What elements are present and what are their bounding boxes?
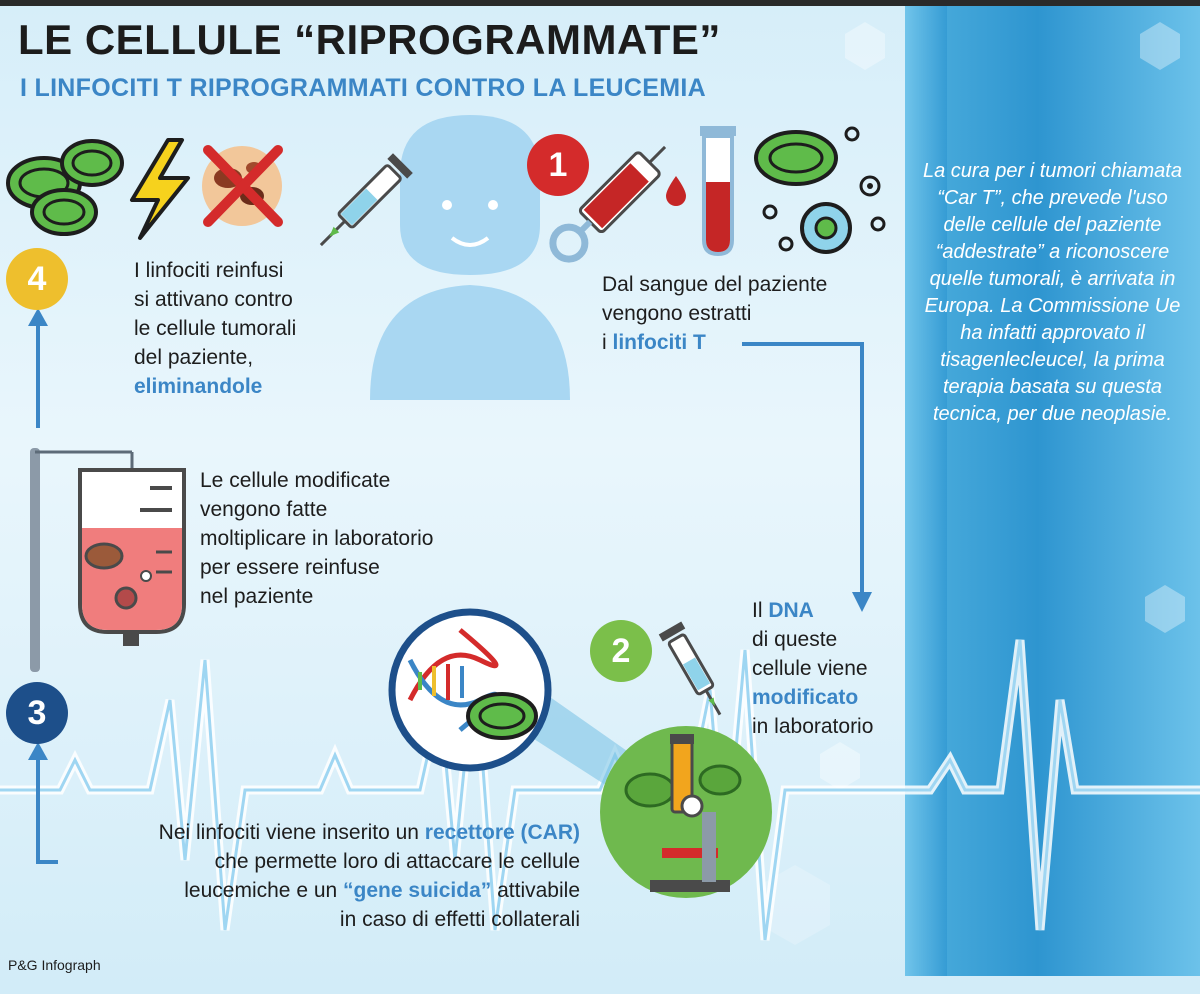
step-4-line-3: le cellule tumorali xyxy=(134,317,297,340)
page-subtitle: I LINFOCITI T RIPROGRAMMATI CONTRO LA LEUCEMIA xyxy=(20,74,706,102)
step-4-text xyxy=(134,256,296,401)
bag-step-line-2: vengono fatte xyxy=(200,498,328,521)
bag-step-line-1: Le cellule modificate xyxy=(200,469,391,492)
credit: P&G Infograph xyxy=(8,957,101,973)
step-1-line-3 xyxy=(602,328,827,357)
step-1-line-1: Dal sangue del paziente xyxy=(602,273,828,296)
step-3-line-1 xyxy=(60,818,580,847)
step-1-line-2: vengono estratti xyxy=(602,302,752,325)
step-3-highlight-receptor: recettore (CAR) xyxy=(424,821,580,844)
lightning-icon xyxy=(132,140,188,238)
step-4-line-4: del paziente, xyxy=(134,346,254,369)
page-title: LE CELLULE “RIPROGRAMMATE” xyxy=(18,16,721,63)
step-1-line-3-prefix: i xyxy=(602,331,607,354)
step-1-highlight: linfociti T xyxy=(612,331,706,354)
bag-step-text xyxy=(200,466,433,611)
step-2-text xyxy=(752,596,873,741)
step-4-badge: 4 xyxy=(6,248,68,310)
bag-step-line-5: nel paziente xyxy=(200,585,314,608)
step-1-badge: 1 xyxy=(527,134,589,196)
bag-step-line-4: per essere reinfuse xyxy=(200,556,380,579)
step-4-highlight: eliminandole xyxy=(134,375,263,398)
blood-drop-icon xyxy=(666,176,686,206)
step-3-line-3-prefix: leucemiche e un xyxy=(184,879,338,902)
crossed-tumor-cell-icon xyxy=(202,146,282,226)
arrow-step1-to-step2 xyxy=(742,344,862,592)
step-3-highlight-gene: “gene suicida” xyxy=(343,879,492,902)
test-tube-icon xyxy=(700,126,736,254)
step-1-text xyxy=(602,270,827,357)
lab-syringe-icon xyxy=(659,622,732,722)
step-2-line-2: di queste xyxy=(752,628,838,651)
step-3-text xyxy=(60,818,580,934)
step-3-line-3 xyxy=(60,876,580,905)
dna-icon xyxy=(392,612,548,768)
arrow-step3-to-caption xyxy=(38,760,58,862)
step-2-highlight-dna: DNA xyxy=(768,599,814,622)
step-2-highlight-modified: modificato xyxy=(752,686,859,709)
iv-bag-icon xyxy=(80,470,184,646)
step-3-line-3-suffix: attivabile xyxy=(497,879,580,902)
step-2-badge: 2 xyxy=(590,620,652,682)
bag-step-line-3: moltiplicare in laboratorio xyxy=(200,527,434,550)
step-2-line-1 xyxy=(752,596,873,625)
step-3-line-1-prefix: Nei linfociti viene inserito un xyxy=(158,821,419,844)
microscope-icon xyxy=(600,726,772,898)
step-3-line-2: che permette loro di attaccare le cellule xyxy=(214,850,580,873)
syringe-icon xyxy=(311,153,413,255)
step-2-line-1-prefix: Il xyxy=(752,599,763,622)
step-4-line-1: I linfociti reinfusi xyxy=(134,259,284,282)
side-note: La cura per i tumori chiamata “Car T”, che prevede l'uso delle cellule del paziente “addestrate” a riconoscere quelle tumorali, è arrivata in Europa. La Commissione Ue ha infatti approvato il tisagenlecleucel, la prima terapia basata su questa tecnica, per due neoplasie. xyxy=(922,160,1182,425)
t-cell-icon xyxy=(8,141,122,234)
step-3-line-4: in caso di effetti collaterali xyxy=(339,908,580,931)
step-2-line-5: in laboratorio xyxy=(752,715,874,738)
step-4-line-2: si attivano contro xyxy=(134,288,293,311)
step-3-badge: 3 xyxy=(6,682,68,744)
step-2-line-3: cellule viene xyxy=(752,657,868,680)
cells-icon xyxy=(756,128,884,252)
